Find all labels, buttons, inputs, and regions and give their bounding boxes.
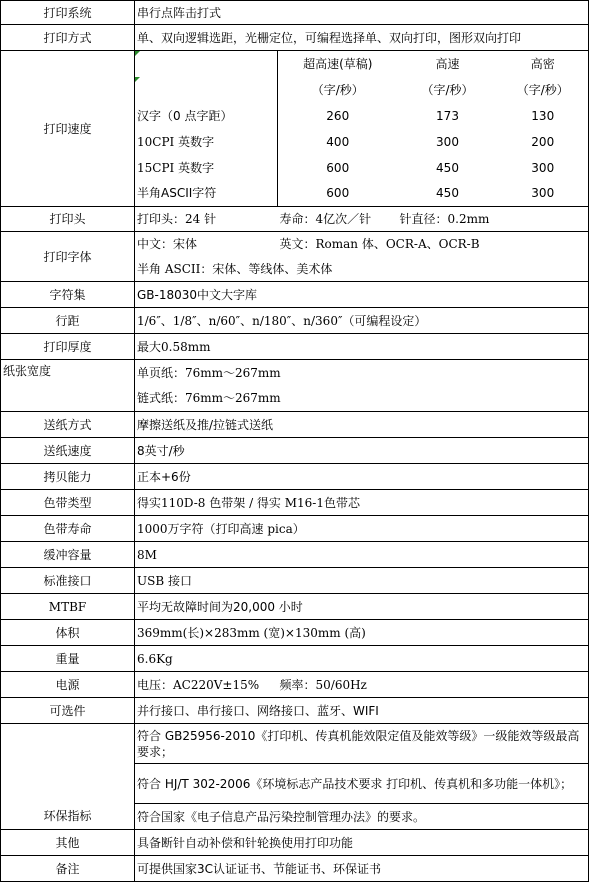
row-remark	[1, 856, 589, 882]
label-charset: 字符集	[1, 282, 135, 308]
label-env: 环保指标	[1, 724, 135, 830]
label-print-font: 打印字体	[1, 232, 135, 282]
value-ribbon-type: 得实110D-8 色带架 / 得实 M16-1色带芯	[135, 490, 589, 516]
label-thickness: 打印厚度	[1, 334, 135, 360]
value-charset: GB-18030中文大字库	[135, 282, 589, 308]
label-copy: 拷贝能力	[1, 464, 135, 490]
row-interface	[1, 568, 589, 594]
value-mtbf: 平均无故障时间为20,000 小时	[135, 594, 589, 620]
label-feed-method: 送纸方式	[1, 412, 135, 438]
speed-header-0: 超高速(草稿)	[278, 51, 398, 77]
label-other: 其他	[1, 830, 135, 856]
speed-item-value: 173	[436, 108, 459, 123]
label-interface: 标准接口	[1, 568, 135, 594]
speed-item-value: 300	[498, 181, 589, 207]
row-charset	[1, 282, 589, 308]
row-copy	[1, 464, 589, 490]
value-buffer: 8M	[135, 542, 589, 568]
row-feed-method	[1, 412, 589, 438]
speed-item-value: 600	[326, 160, 350, 175]
label-power: 电源	[1, 672, 135, 698]
speed-header-1: 高速	[398, 51, 498, 77]
value-thickness: 最大0.58mm	[135, 334, 589, 360]
value-env-3: 符合国家《电子信息产品污染控制管理办法》的要求。	[135, 804, 589, 830]
value-paper-single: 单页纸：76mm～267mm	[135, 360, 589, 386]
value-ribbon-life: 1000万字符（打印高速 pica）	[135, 516, 589, 542]
row-print-system	[1, 1, 589, 25]
speed-item-value: 300	[436, 134, 459, 149]
value-paper-chain: 链式纸：76mm～267mm	[135, 386, 589, 412]
label-optional: 可选件	[1, 698, 135, 724]
speed-item-name: 15CPI 英数字	[135, 155, 278, 181]
speed-item-value: 450	[436, 160, 459, 175]
label-mtbf: MTBF	[1, 594, 135, 620]
row-env-1	[1, 724, 589, 764]
value-print-head-diameter: 针直径：0.2mm	[398, 207, 589, 232]
speed-item-name: 10CPI 英数字	[135, 129, 278, 155]
label-line-spacing: 行距	[1, 308, 135, 334]
row-speed-header	[1, 51, 589, 77]
speed-corner-cell	[135, 51, 278, 77]
speed-item-value: 300	[498, 155, 589, 181]
label-print-head: 打印头	[1, 207, 135, 232]
value-feed-speed: 8英寸/秒	[135, 438, 589, 464]
value-print-mode: 单、双向逻辑选距，光栅定位，可编程选择单、双向打印，图形双向打印	[135, 25, 589, 51]
label-feed-speed: 送纸速度	[1, 438, 135, 464]
row-optional	[1, 698, 589, 724]
row-feed-speed	[1, 438, 589, 464]
speed-item-value: 450	[398, 181, 498, 207]
row-ribbon-life	[1, 516, 589, 542]
value-copy: 正本+6份	[135, 464, 589, 490]
row-weight	[1, 646, 589, 672]
value-remark: 可提供国家3C认证证书、节能证书、环保证书	[135, 856, 589, 882]
speed-item-name: 半角ASCII字符	[135, 181, 278, 207]
label-ribbon-life: 色带寿命	[1, 516, 135, 542]
value-line-spacing: 1/6″、1/8″、n/60″、n/180″、n/360″（可编程设定）	[135, 308, 589, 334]
label-print-mode: 打印方式	[1, 25, 135, 51]
label-volume: 体积	[1, 620, 135, 646]
row-thickness	[1, 334, 589, 360]
row-paper-width-1	[1, 360, 589, 386]
value-font-chinese: 中文：宋体	[135, 232, 278, 257]
value-print-system: 串行点阵击打式	[135, 1, 589, 25]
label-paper-width: 纸张宽度	[1, 360, 135, 412]
label-ribbon-type: 色带类型	[1, 490, 135, 516]
value-feed-method: 摩擦送纸及推/拉链式送纸	[135, 412, 589, 438]
speed-item-value: 400	[326, 134, 350, 149]
row-buffer	[1, 542, 589, 568]
speed-item-value: 130	[498, 103, 589, 129]
speed-header-2: 高密	[498, 51, 589, 77]
value-weight: 6.6Kg	[135, 646, 589, 672]
speed-item-value: 260	[326, 108, 350, 123]
row-volume	[1, 620, 589, 646]
value-volume: 369mm(长)×283mm (宽)×130mm (高)	[135, 620, 589, 646]
value-font-english: 英文：Roman 体、OCR-A、OCR-B	[278, 232, 589, 257]
row-ribbon-type	[1, 490, 589, 516]
value-other: 具备断针自动补偿和针轮换使用打印功能	[135, 830, 589, 856]
row-print-font-1	[1, 232, 589, 257]
comment-marker-icon	[135, 51, 140, 56]
row-power	[1, 672, 589, 698]
value-power-voltage: 电压：AC220V±15%	[135, 672, 278, 698]
row-print-head	[1, 207, 589, 232]
value-font-ascii: 半角 ASCII：宋体、等线体、美术体	[135, 257, 589, 282]
comment-marker-icon	[135, 77, 140, 82]
value-env-2: 符合 HJ/T 302-2006《环境标志产品技术要求 打印机、传真机和多功能一体机》；	[135, 764, 589, 804]
speed-unit-0: （字/秒）	[311, 82, 364, 97]
speed-item-name: 汉字（0 点字距）	[135, 103, 278, 129]
label-print-system: 打印系统	[1, 1, 135, 25]
row-line-spacing	[1, 308, 589, 334]
speed-unit-2: （字/秒）	[498, 77, 589, 103]
value-interface: USB 接口	[135, 568, 589, 594]
label-remark: 备注	[1, 856, 135, 882]
label-weight: 重量	[1, 646, 135, 672]
label-buffer: 缓冲容量	[1, 542, 135, 568]
speed-item-value: 600	[278, 181, 398, 207]
speed-unit-1: （字/秒）	[421, 82, 474, 97]
value-env-1: 符合 GB25956-2010《打印机、传真机能效限定值及能效等级》一级能效等级最高要求；	[135, 724, 589, 764]
label-print-speed: 打印速度	[1, 51, 135, 207]
value-print-head-life: 寿命：4亿次／针	[278, 207, 398, 232]
value-power-freq: 频率：50/60Hz	[278, 672, 589, 698]
value-optional: 并行接口、串行接口、网络接口、蓝牙、WIFI	[135, 698, 589, 724]
speed-units-blank	[135, 77, 278, 103]
speed-item-value: 200	[498, 129, 589, 155]
value-print-head-pins: 打印头：24 针	[135, 207, 278, 232]
row-mtbf	[1, 594, 589, 620]
row-print-mode	[1, 25, 589, 51]
row-other	[1, 830, 589, 856]
